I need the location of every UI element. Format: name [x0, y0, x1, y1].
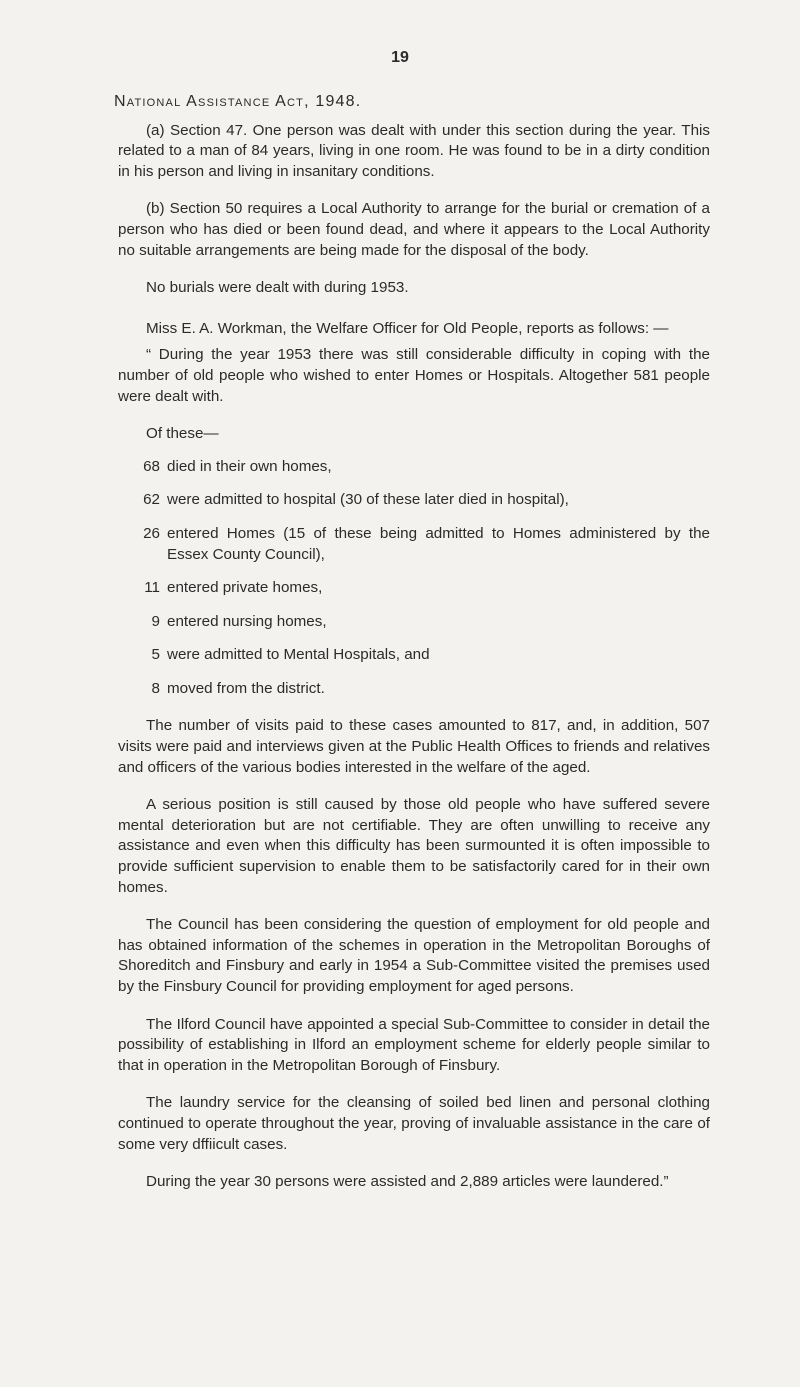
paragraph-laundered: During the year 30 persons were assisted and 2,889 articles were laundered.”	[146, 1173, 669, 1191]
paragraph-section-50: (b) Section 50 requires a Local Authority to arrange for the burial or cremation of a person who has died or been found dead, and where it appears to the Local Authority no suitable arrangements are being made for the disposal of the body.	[118, 200, 710, 259]
section-heading: National Assistance Act, 1948.	[114, 93, 362, 110]
paragraph-employment: The Council has been considering the question of employment for old people and has obtained information of the schemes in operation in the Metropolitan Boroughs of Shoreditch and Finsbury and early in 1954 a Sub-Committee visited the premises used by the Finsbury Council for providing employment for aged persons.	[118, 916, 710, 995]
list-item	[118, 490, 710, 511]
list-item	[118, 645, 710, 666]
outcome-text: entered nursing homes,	[167, 612, 327, 630]
list-item	[118, 457, 710, 478]
list-item	[118, 679, 710, 700]
paragraph-laundry: The laundry service for the cleansing of soiled bed linen and personal clothing continued to operate throughout the year, proving of invaluable assistance in the care of some very dffiicult cases.	[118, 1094, 710, 1153]
outcome-text: entered Homes (15 of these being admitted to Homes administered by the Essex County Council),	[167, 524, 710, 563]
outcome-count: 5	[151, 646, 160, 664]
paragraph-no-burials: No burials were dealt with during 1953.	[146, 279, 409, 297]
paragraph-of-these: Of these—	[146, 425, 219, 443]
outcome-text: died in their own homes,	[167, 457, 332, 475]
outcome-count: 9	[151, 612, 160, 630]
outcomes-list	[118, 457, 710, 700]
paragraph-ilford: The Ilford Council have appointed a special Sub-Committee to consider in detail the possibility of establishing in Ilford an employment scheme for elderly people similar to that in operation in the Metropolitan Borough of Finsbury.	[118, 1015, 710, 1074]
outcome-text: entered private homes,	[167, 579, 323, 597]
paragraph-visits: The number of visits paid to these cases amounted to 817, and, in addition, 507 visits were paid and interviews given at the Public Health Offices to friends and relatives and officers of the various bodies interested in the welfare of the aged.	[118, 717, 710, 776]
list-item	[118, 578, 710, 599]
outcome-text: were admitted to hospital (30 of these later died in hospital),	[167, 491, 569, 509]
list-item	[118, 524, 710, 565]
outcome-count: 26	[143, 524, 160, 542]
paragraph-report-intro: Miss E. A. Workman, the Welfare Officer for Old People, reports as follows: —	[146, 319, 669, 337]
outcome-text: were admitted to Mental Hospitals, and	[167, 646, 430, 664]
page-number: 19	[391, 49, 409, 66]
outcome-count: 62	[143, 491, 160, 509]
paragraph-serious-position: A serious position is still caused by those old people who have suffered severe mental deterioration but are not certifiable. They are often unwilling to receive any assistance and even when this difficulty has been surmounted it is often impossible to provide sufficient supervision to enable them to be satisfactorily cared for in their own homes.	[118, 796, 710, 896]
document-body	[114, 92, 710, 1193]
outcome-count: 8	[151, 679, 160, 697]
list-item	[118, 612, 710, 633]
paragraph-section-47: (a) Section 47. One person was dealt with under this section during the year. This related to a man of 84 years, living in one room. He was found to be in a dirty condition in his person and living in insanitary conditions.	[118, 121, 710, 180]
outcome-text: moved from the district.	[167, 679, 325, 697]
outcome-count: 68	[143, 457, 160, 475]
paragraph-during-year: “ During the year 1953 there was still considerable difficulty in coping with the number of old people who wished to enter Homes or Hospitals. Altogether 581 people were dealt with.	[118, 346, 710, 405]
outcome-count: 11	[144, 579, 160, 597]
